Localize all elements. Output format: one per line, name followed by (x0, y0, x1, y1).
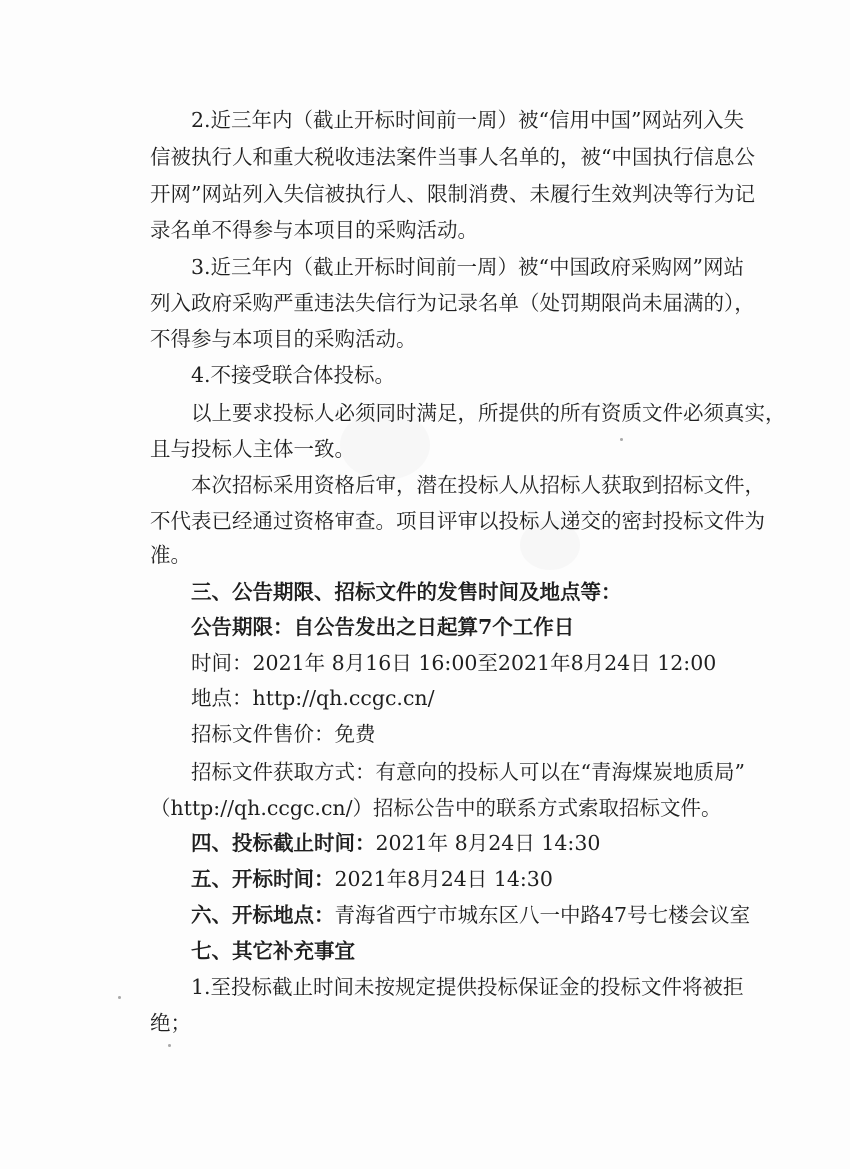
section-heading: 三、公告期限、招标文件的发售时间及地点等： (191, 580, 622, 604)
section-heading: 七、其它补充事宜 (191, 939, 355, 963)
bid-deadline-label: 四、投标截止时间： (191, 831, 376, 855)
opening-time-label: 五、开标时间： (191, 867, 335, 891)
paragraph-line: 2.近三年内（截止开标时间前一周）被“信用中国”网站列入失 (191, 108, 745, 132)
sale-location: 地点：http://qh.ccgc.cn/ (191, 686, 435, 710)
announcement-period: 公告期限：自公告发出之日起算7个工作日 (191, 615, 575, 639)
sale-time: 时间：2021年 8月16日 16:00至2021年8月24日 12:00 (191, 651, 717, 675)
paragraph-line: 准。 (150, 543, 191, 567)
bid-deadline-value: 2021年 8月24日 14:30 (375, 831, 601, 855)
paragraph-line: 不代表已经通过资格审查。项目评审以投标人递交的密封投标文件为 (150, 509, 765, 533)
paper-speck (118, 996, 121, 999)
acquisition-method-cont: （http://qh.ccgc.cn/）招标公告中的联系方式索取招标文件。 (150, 796, 722, 820)
acquisition-method: 招标文件获取方式：有意向的投标人可以在“青海煤炭地质局” (191, 760, 745, 784)
opening-time-value: 2021年8月24日 14:30 (334, 867, 553, 891)
paragraph-line: 4.不接受联合体投标。 (191, 363, 396, 387)
paper-speck (620, 438, 623, 441)
paragraph-line: 信被执行人和重大税收违法案件当事人名单的，被“中国执行信息公 (150, 145, 755, 169)
paragraph-line: 以上要求投标人必须同时满足，所提供的所有资质文件必须真实， (191, 401, 786, 425)
document-price: 招标文件售价：免费 (191, 722, 376, 746)
paragraph-line: 开网”网站列入失信被执行人、限制消费、未履行生效判决等行为记 (150, 182, 755, 206)
paragraph-line: 不得参与本项目的采购活动。 (150, 327, 417, 351)
paragraph-line: 且与投标人主体一致。 (150, 437, 355, 461)
paragraph-line: 录名单不得参与本项目的采购活动。 (150, 218, 478, 242)
paragraph-line: 本次招标采用资格后审，潜在投标人从招标人获取到招标文件， (191, 473, 765, 497)
bid-deadline (191, 828, 600, 858)
paragraph-line: 列入政府采购严重违法失信行为记录名单（处罚期限尚未届满的）， (150, 291, 755, 315)
opening-location (191, 900, 750, 930)
opening-location-label: 六、开标地点： (191, 903, 335, 927)
opening-time (191, 864, 553, 894)
opening-location-value: 青海省西宁市城东区八一中路47号七楼会议室 (334, 903, 751, 927)
paper-speck (168, 1044, 171, 1047)
paragraph-line: 3.近三年内（截止开标时间前一周）被“中国政府采购网”网站 (191, 255, 745, 279)
paragraph-line: 1.至投标截止时间未按规定提供投标保证金的投标文件将被拒 (191, 975, 744, 999)
paragraph-line: 绝； (150, 1011, 191, 1035)
